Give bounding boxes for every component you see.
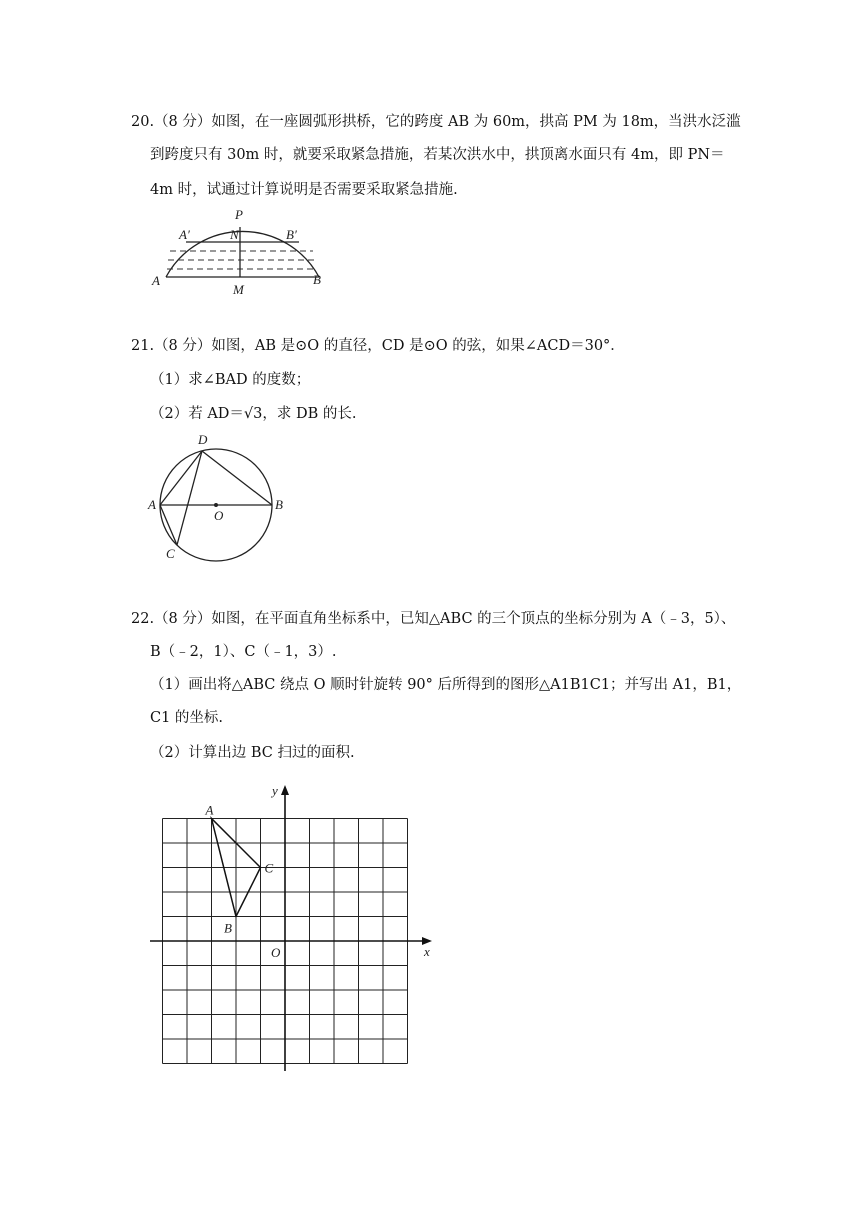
chord-ac: [160, 505, 177, 545]
chord-db: [202, 451, 272, 505]
q20-line3: 4m 时，试通过计算说明是否需要采取紧急措施.: [150, 182, 458, 198]
label-x: x: [424, 944, 430, 959]
q22-line1: 22.（8 分）如图，在平面直角坐标系中，已知△ABC 的三个顶点的坐标分别为 A（﹣3，5）、: [131, 611, 736, 627]
chord-cd: [177, 451, 202, 545]
q22-coordinate-grid: [140, 780, 440, 1075]
label-point-a: A: [205, 802, 214, 818]
label-y: y: [272, 783, 278, 798]
label-b-prime: B′: [286, 227, 297, 242]
label-p: P: [235, 207, 243, 222]
q20-line1: 20.（8 分）如图，在一座圆弧形拱桥，它的跨度 AB 为 60m，拱高 PM 为 18m，当洪水泛滥: [131, 114, 741, 130]
label-o: O: [214, 508, 224, 523]
label-point-b: B: [224, 920, 232, 936]
q20-bridge-figure: [148, 205, 333, 297]
label-b: B: [313, 272, 321, 287]
label-point-c: C: [264, 860, 274, 876]
label-m: M: [233, 282, 244, 297]
q21-circle-figure: [144, 430, 294, 565]
label-a-prime: A′: [179, 227, 190, 242]
q22-part1-line2: C1 的坐标.: [150, 710, 224, 726]
q21-part1: （1）求∠BAD 的度数；: [150, 372, 311, 388]
q22-part2: （2）计算出边 BC 扫过的面积.: [150, 745, 355, 761]
q21-line1: 21.（8 分）如图，AB 是⊙O 的直径，CD 是⊙O 的弦，如果∠ACD＝30°．: [131, 338, 625, 354]
q21-part2: （2）若 AD＝√3，求 DB 的长.: [150, 406, 357, 422]
label-origin: O: [271, 945, 281, 960]
label-c: C: [166, 546, 175, 561]
y-axis-arrow: [281, 785, 289, 795]
label-b: B: [275, 497, 283, 512]
label-n: N: [230, 227, 239, 242]
label-d: D: [198, 432, 208, 447]
label-a: A: [152, 273, 160, 288]
q22-line2: B（﹣2，1）、C（﹣1，3）.: [150, 644, 337, 660]
q22-part1-line1: （1）画出将△ABC 绕点 O 顺时针旋转 90° 后所得到的图形△A1B1C1；并写出 A1，B1，: [150, 677, 742, 693]
center-dot: [214, 503, 218, 507]
label-a: A: [148, 497, 156, 512]
q20-line2: 到跨度只有 30m 时，就要采取紧急措施，若某次洪水中，拱顶离水面只有 4m，即 PN＝: [150, 147, 725, 163]
